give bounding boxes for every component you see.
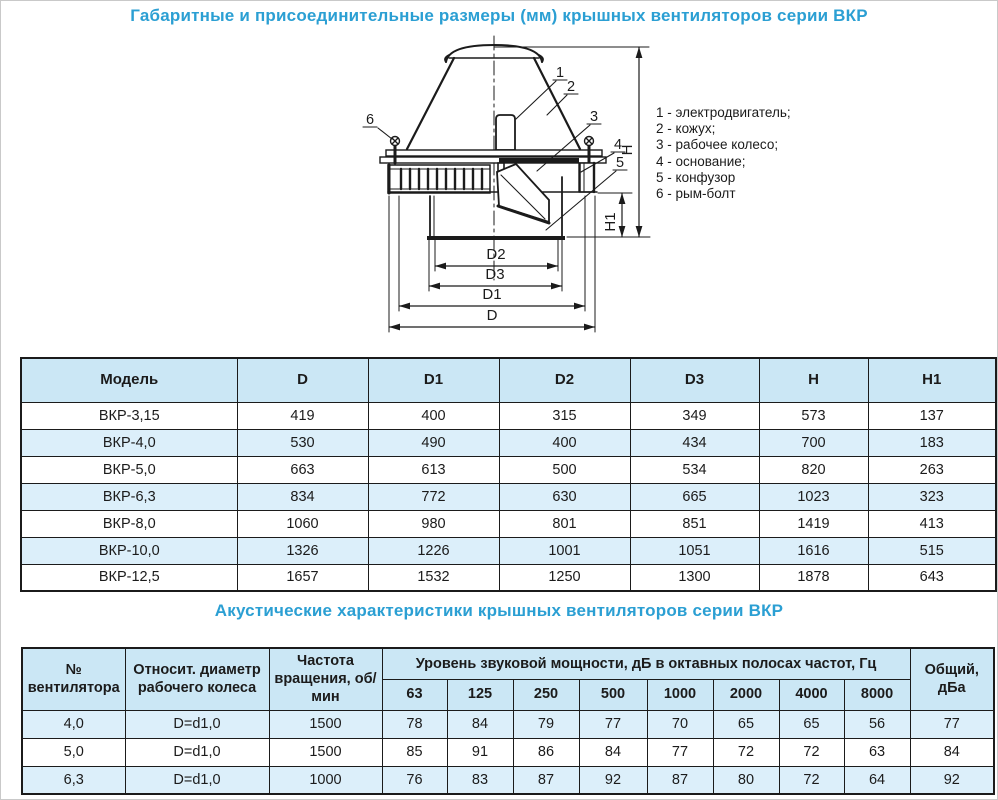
table-cell: 772 <box>368 483 499 510</box>
freq-63: 63 <box>382 679 447 710</box>
callout-3: 3 <box>589 109 599 125</box>
table-cell: 80 <box>713 766 779 794</box>
table-cell: 1326 <box>237 537 368 564</box>
table-cell: 1000 <box>269 766 382 794</box>
table-row <box>21 537 996 564</box>
table-cell: 92 <box>579 766 647 794</box>
table-cell: ВКР-12,5 <box>21 564 237 591</box>
table-cell: D=d1,0 <box>125 710 269 738</box>
col-header-d1: D1 <box>368 358 499 402</box>
table-cell: 613 <box>368 456 499 483</box>
table-row <box>21 564 996 591</box>
table-row <box>22 766 994 794</box>
dim-label-d1: D1 <box>482 286 502 303</box>
callout-5: 5 <box>615 155 625 171</box>
table-cell: 665 <box>630 483 759 510</box>
table-cell: D=d1,0 <box>125 738 269 766</box>
acoustic-section-title: Акустические характеристики крышных вентиляторов серии ВКР <box>214 601 784 620</box>
table-cell: 72 <box>713 738 779 766</box>
col-header-h1: H1 <box>868 358 996 402</box>
table-cell: 801 <box>499 510 630 537</box>
table-row <box>21 510 996 537</box>
table-cell: 79 <box>513 710 579 738</box>
table-cell: 1616 <box>759 537 868 564</box>
table-cell: 700 <box>759 429 868 456</box>
freq-125: 125 <box>447 679 513 710</box>
table-cell: ВКР-5,0 <box>21 456 237 483</box>
table-cell: 323 <box>868 483 996 510</box>
callout-2: 2 <box>566 79 576 95</box>
table-cell: 1300 <box>630 564 759 591</box>
table-cell: ВКР-10,0 <box>21 537 237 564</box>
col-header-sound-power: Уровень звуковой мощности, дБ в октавных полосах частот, Гц <box>382 648 910 679</box>
table-cell: 4,0 <box>22 710 125 738</box>
freq-500: 500 <box>579 679 647 710</box>
table-cell: D=d1,0 <box>125 766 269 794</box>
table-cell: 1001 <box>499 537 630 564</box>
dim-label-h1: H1 <box>602 212 619 232</box>
table-cell: 1532 <box>368 564 499 591</box>
table-cell: 419 <box>237 402 368 429</box>
table-cell: 643 <box>868 564 996 591</box>
table-cell: 137 <box>868 402 996 429</box>
dim-label-h: H <box>619 144 636 156</box>
table-cell: 663 <box>237 456 368 483</box>
table-cell: 820 <box>759 456 868 483</box>
table-row <box>21 483 996 510</box>
table-cell: 1250 <box>499 564 630 591</box>
table-cell: ВКР-6,3 <box>21 483 237 510</box>
table-cell: 76 <box>382 766 447 794</box>
table-cell: 434 <box>630 429 759 456</box>
table-cell: 1878 <box>759 564 868 591</box>
table-cell: 86 <box>513 738 579 766</box>
col-header-rel-diameter: Относит. диаметр рабочего колеса <box>125 648 269 710</box>
table-cell: 400 <box>499 429 630 456</box>
table-cell: ВКР-8,0 <box>21 510 237 537</box>
legend-item: 2 - кожух; <box>656 121 716 137</box>
table-cell: 84 <box>910 738 994 766</box>
table-cell: 65 <box>713 710 779 738</box>
table-cell: 87 <box>513 766 579 794</box>
table-cell: 534 <box>630 456 759 483</box>
table-cell: 515 <box>868 537 996 564</box>
table-cell: 834 <box>237 483 368 510</box>
table-cell: 490 <box>368 429 499 456</box>
dimensions-table-header-row <box>21 358 996 402</box>
table-cell: 5,0 <box>22 738 125 766</box>
table-cell: 77 <box>647 738 713 766</box>
col-header-d2: D2 <box>499 358 630 402</box>
table-cell: ВКР-3,15 <box>21 402 237 429</box>
impeller <box>497 163 549 223</box>
acoustic-table <box>21 647 995 795</box>
callout-1: 1 <box>555 65 565 81</box>
acoustic-header-row-1 <box>22 648 994 679</box>
dim-label-d2: D2 <box>486 246 506 263</box>
parts-legend <box>656 105 791 202</box>
dim-label-d: D <box>486 307 498 324</box>
table-cell: 6,3 <box>22 766 125 794</box>
table-cell: 77 <box>910 710 994 738</box>
table-cell: 851 <box>630 510 759 537</box>
legend-item: 3 - рабочее колесо; <box>656 137 779 153</box>
table-cell: 315 <box>499 402 630 429</box>
table-cell: 72 <box>779 766 844 794</box>
table-cell: 500 <box>499 456 630 483</box>
col-header-speed: Частота вращения, об/мин <box>269 648 382 710</box>
table-cell: 83 <box>447 766 513 794</box>
page-title: Габаритные и присоединительные размеры (мм) крышных вентиляторов серии ВКР <box>130 6 868 25</box>
freq-1000: 1000 <box>647 679 713 710</box>
col-header-total: Общий, дБа <box>910 648 994 710</box>
table-cell: 92 <box>910 766 994 794</box>
table-cell: 72 <box>779 738 844 766</box>
col-header-d: D <box>237 358 368 402</box>
table-cell: 400 <box>368 402 499 429</box>
table-row <box>22 738 994 766</box>
table-cell: 91 <box>447 738 513 766</box>
table-cell: 65 <box>779 710 844 738</box>
col-header-fan-no: № вентилятора <box>22 648 125 710</box>
col-header-h: H <box>759 358 868 402</box>
callout-6: 6 <box>365 112 375 128</box>
table-row <box>21 429 996 456</box>
col-header-model: Модель <box>21 358 237 402</box>
legend-item: 4 - основание; <box>656 153 746 169</box>
table-cell: 78 <box>382 710 447 738</box>
table-cell: 413 <box>868 510 996 537</box>
table-cell: 70 <box>647 710 713 738</box>
legend-item: 1 - электродвигатель; <box>656 105 791 120</box>
col-header-d3: D3 <box>630 358 759 402</box>
freq-2000: 2000 <box>713 679 779 710</box>
table-cell: 530 <box>237 429 368 456</box>
dimensions-table <box>20 357 997 592</box>
freq-8000: 8000 <box>844 679 910 710</box>
table-cell: 349 <box>630 402 759 429</box>
table-cell: 84 <box>447 710 513 738</box>
table-cell: 630 <box>499 483 630 510</box>
table-cell: 87 <box>647 766 713 794</box>
fan-technical-drawing <box>330 30 682 352</box>
table-cell: 1226 <box>368 537 499 564</box>
table-cell: 1060 <box>237 510 368 537</box>
table-cell: 183 <box>868 429 996 456</box>
table-cell: 84 <box>579 738 647 766</box>
table-cell: 1500 <box>269 710 382 738</box>
table-cell: 56 <box>844 710 910 738</box>
motor <box>496 115 515 150</box>
freq-250: 250 <box>513 679 579 710</box>
table-cell: 63 <box>844 738 910 766</box>
legend-item: 5 - конфузор <box>656 169 736 185</box>
table-cell: 1500 <box>269 738 382 766</box>
table-cell: 573 <box>759 402 868 429</box>
table-row <box>22 710 994 738</box>
table-cell: 263 <box>868 456 996 483</box>
table-cell: 77 <box>579 710 647 738</box>
table-cell: ВКР-4,0 <box>21 429 237 456</box>
table-cell: 980 <box>368 510 499 537</box>
table-cell: 1023 <box>759 483 868 510</box>
callout-4: 4 <box>613 137 623 153</box>
table-row <box>21 402 996 429</box>
table-cell: 85 <box>382 738 447 766</box>
table-cell: 1657 <box>237 564 368 591</box>
table-cell: 1051 <box>630 537 759 564</box>
dim-label-d3: D3 <box>485 266 505 283</box>
table-cell: 64 <box>844 766 910 794</box>
legend-item: 6 - рым-болт <box>656 186 736 202</box>
table-row <box>21 456 996 483</box>
freq-4000: 4000 <box>779 679 844 710</box>
table-cell: 1419 <box>759 510 868 537</box>
